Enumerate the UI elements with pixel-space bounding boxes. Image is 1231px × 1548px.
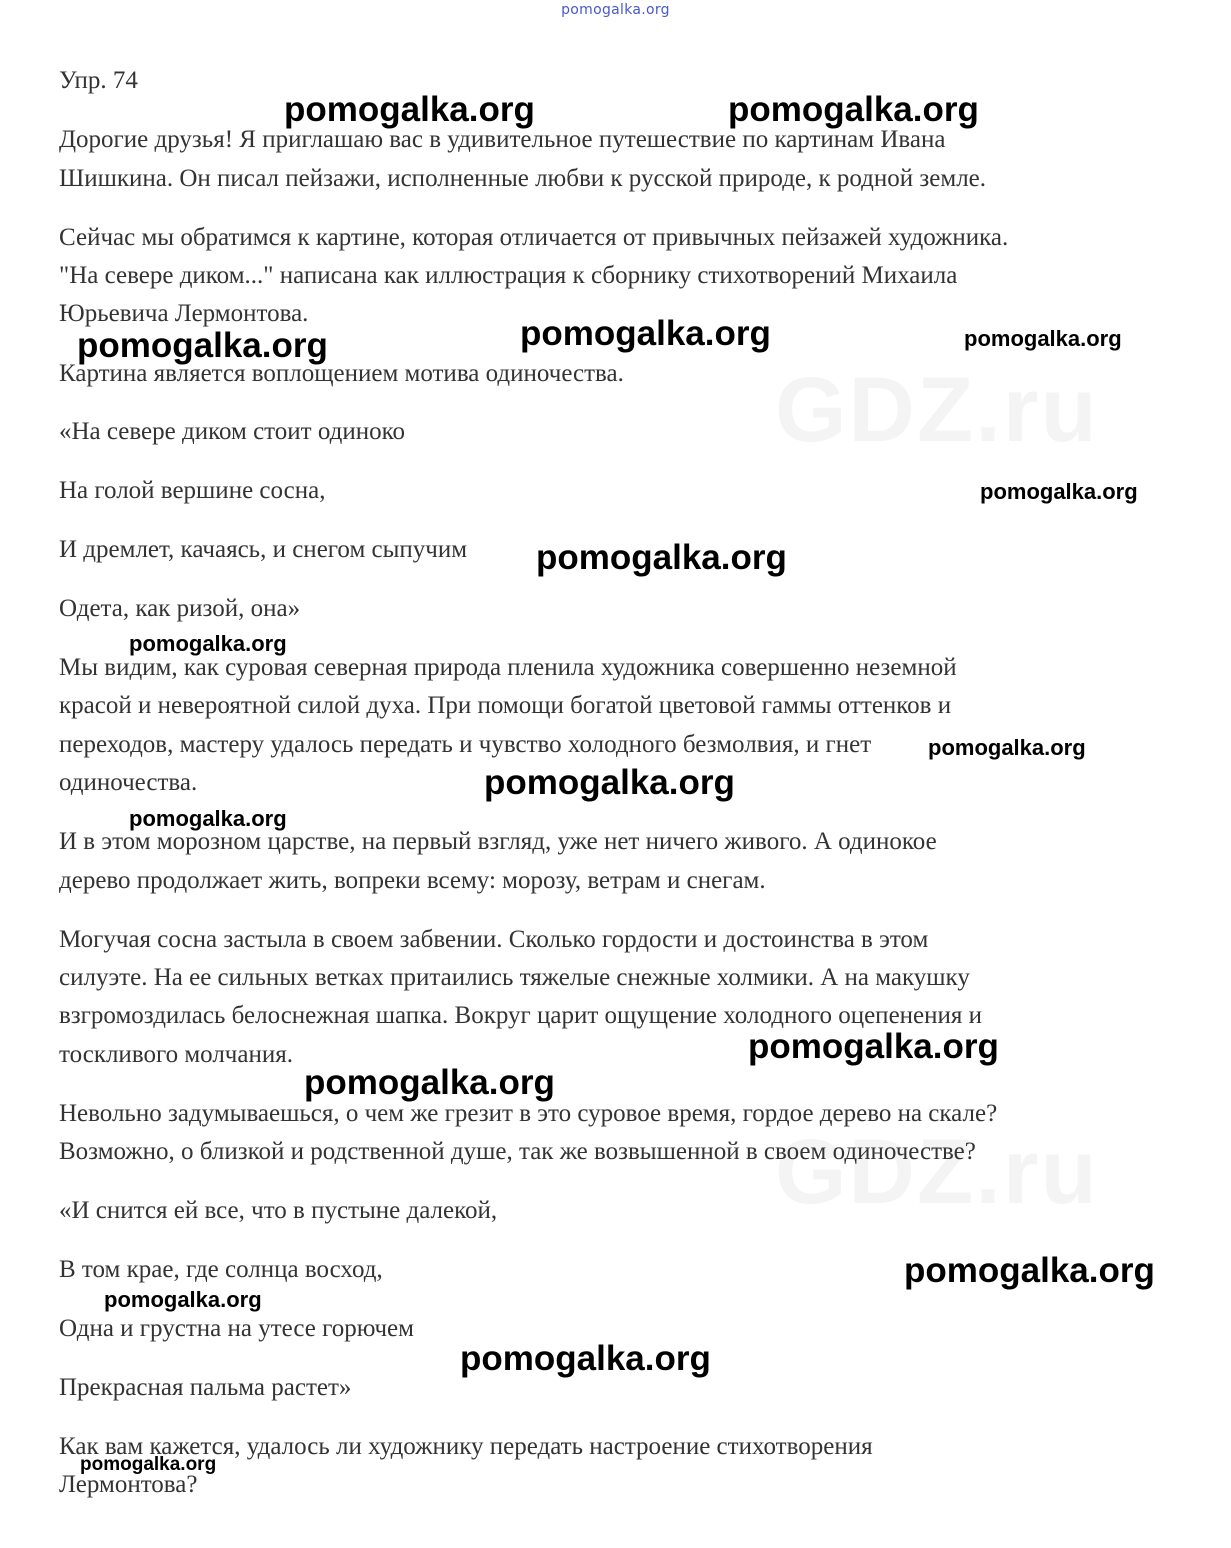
watermark: pomogalka.org xyxy=(104,1287,262,1312)
faint-watermark: GDZ.ru xyxy=(775,1121,1099,1223)
text-line: Дорогие друзья! Я приглашаю вас в удивительное путешествие по картинам Ивана xyxy=(59,126,946,153)
text-line: дерево продолжает жить, вопреки всему: морозу, ветрам и снегам. xyxy=(59,867,766,894)
watermark: pomogalka.org xyxy=(484,763,735,802)
text-line: переходов, мастеру удалось передать и чувство холодного безмолвия, и гнет xyxy=(59,731,872,758)
poem-line: Прекрасная пальма растет» xyxy=(59,1374,352,1401)
text-line: тоскливого молчания. xyxy=(59,1041,293,1068)
text-line: Мы видим, как суровая северная природа пленила художника совершенно неземной xyxy=(59,654,957,681)
watermark: pomogalka.org xyxy=(284,90,535,129)
watermark: pomogalka.org xyxy=(77,326,328,365)
header-site-link[interactable]: pomogalka.org xyxy=(561,2,670,18)
text-line: Шишкина. Он писал пейзажи, исполненные любви к русской природе, к родной земле. xyxy=(59,165,987,192)
poem-line: «На севере диком стоит одиноко xyxy=(59,418,405,445)
poem-line: Одна и грустна на утесе горючем xyxy=(59,1315,414,1342)
watermark: pomogalka.org xyxy=(728,90,979,129)
text-line: "На севере диком..." написана как иллюстрация к сборнику стихотворений Михаила xyxy=(59,262,958,289)
text-line: Юрьевича Лермонтова. xyxy=(59,300,309,327)
poem-line: В том крае, где солнца восход, xyxy=(59,1256,383,1283)
text-line: Лермонтова? xyxy=(59,1471,198,1498)
watermark: pomogalka.org xyxy=(520,314,771,353)
watermark: pomogalka.org xyxy=(129,631,287,656)
faint-watermark: GDZ.ru xyxy=(775,359,1099,461)
watermark: pomogalka.org xyxy=(460,1339,711,1378)
text-line: Картина является воплощением мотива одиночества. xyxy=(59,360,624,387)
watermark: pomogalka.org xyxy=(80,1454,217,1475)
text-line: силуэте. На ее сильных ветках притаились тяжелые снежные холмики. А на макушку xyxy=(59,964,970,991)
text-line: взгромоздилась белоснежная шапка. Вокруг царит ощущение холодного оцепенения и xyxy=(59,1002,983,1029)
poem-line: Одета, как ризой, она» xyxy=(59,595,301,622)
text-line: одиночества. xyxy=(59,769,198,796)
text-line: Как вам кажется, удалось ли художнику передать настроение стихотворения xyxy=(59,1433,873,1460)
poem-line: На голой вершине сосна, xyxy=(59,477,326,504)
poem-line: «И снится ей все, что в пустыне далекой, xyxy=(59,1197,498,1224)
watermark: pomogalka.org xyxy=(748,1027,999,1066)
watermark: pomogalka.org xyxy=(304,1063,555,1102)
watermark: pomogalka.org xyxy=(980,479,1138,504)
text-line: красой и невероятной силой духа. При помощи богатой цветовой гаммы оттенков и xyxy=(59,692,952,719)
text-line: Могучая сосна застыла в своем забвении. Сколько гордости и достоинства в этом xyxy=(59,926,929,953)
watermark: pomogalka.org xyxy=(928,735,1086,760)
watermark: pomogalka.org xyxy=(129,806,287,831)
poem-line: И дремлет, качаясь, и снегом сыпучим xyxy=(59,536,468,563)
watermark: pomogalka.org xyxy=(536,538,787,577)
text-line: Возможно, о близкой и родственной душе, так же возвышенной в своем одиночестве? xyxy=(59,1138,976,1165)
text-line: Невольно задумываешься, о чем же грезит в это суровое время, гордое дерево на скале? xyxy=(59,1100,998,1127)
watermark: pomogalka.org xyxy=(904,1251,1155,1290)
text-line: И в этом морозном царстве, на первый взгляд, уже нет ничего живого. А одинокое xyxy=(59,828,937,855)
exercise-title: Упр. 74 xyxy=(59,67,138,94)
watermark: pomogalka.org xyxy=(964,326,1122,351)
text-line: Сейчас мы обратимся к картине, которая отличается от привычных пейзажей художника. xyxy=(59,224,1009,251)
